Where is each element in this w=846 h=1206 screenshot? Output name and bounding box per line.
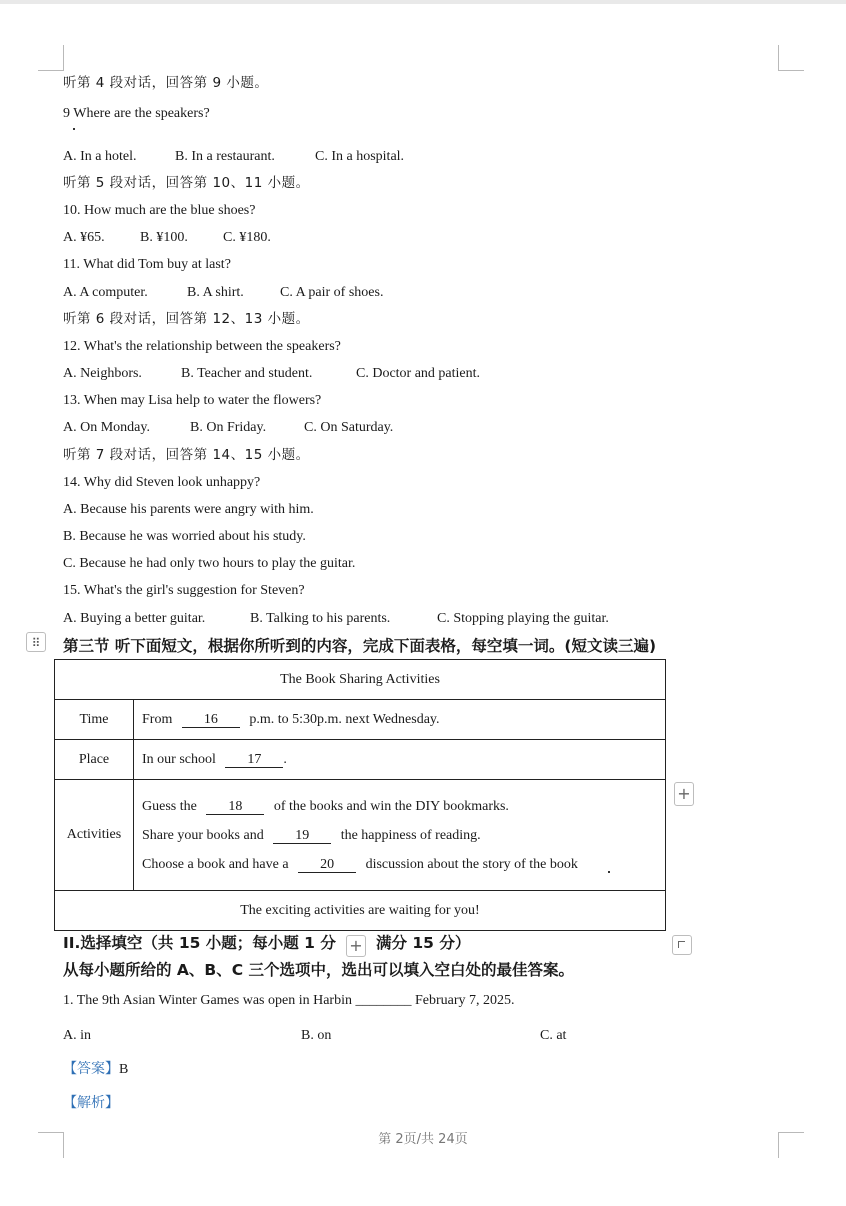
q9-option-c: C. In a hospital. [315,149,405,164]
place-label: Place [78,751,110,767]
q10-option-b: B. ¥100. [140,230,188,245]
part-ii-heading-end: 满分 15 分） [376,934,471,952]
place-label-cell [55,740,134,780]
q9-option-a: A. In a hotel. [63,149,137,164]
part-ii-heading-start: II.选择填空（共 15 小题；每小题 1 分 [63,934,336,952]
drag-handle-icon[interactable]: ⠿ [26,632,46,652]
q12-option-c: C. Doctor and patient. [356,366,481,381]
section6-instruction: 听第 6 段对话，回答第 12、13 小题。 [63,311,310,327]
activities-label: Activities [66,827,122,842]
blank-16[interactable]: 16 [182,712,240,728]
table-footer: The exciting activities are waiting for you! [240,902,480,918]
resize-table-icon[interactable] [672,935,692,955]
book-sharing-table [54,659,666,931]
q10-option-c: C. ¥180. [223,230,271,245]
crop-mark-top-right [778,45,804,71]
q10-option-a: A. ¥65. [63,230,105,245]
activity-line-3 [142,850,665,879]
q15-option-a: A. Buying a better guitar. [63,611,206,626]
q11-option-c: C. A pair of shoes. [280,285,384,300]
section7-instruction: 听第 7 段对话，回答第 14、15 小题。 [63,447,310,463]
mc-q1-option-b: B. on [301,1028,332,1043]
q12-option-b: B. Teacher and student. [181,366,313,381]
place-value-cell [134,740,666,780]
text-cursor-mark [608,871,610,873]
blank-20[interactable]: 20 [298,857,356,873]
question-15: 15. What's the girl's suggestion for Steven? [63,583,305,598]
activity2-prefix: Share your books and [142,827,264,843]
table-footer-cell [55,891,666,931]
section4-instruction: 听第 4 段对话，回答第 9 小题。 [63,75,269,91]
table-title-cell [55,660,666,700]
answer-value: B [119,1062,129,1077]
activities-value-cell [134,780,666,891]
add-row-icon[interactable]: + [346,935,366,957]
place-prefix: In our school [142,751,216,767]
section3-heading: 第三节 听下面短文，根据你所听到的内容，完成下面表格，每空填一词。(短文读三遍) [63,637,657,655]
activity1-suffix: of the books and win the DIY bookmarks. [273,798,509,814]
time-label-cell [55,700,134,740]
time-label: Time [79,711,109,727]
page-number: 第 2页/共 24页 [378,1132,468,1147]
q13-option-a: A. On Monday. [63,420,150,435]
activities-label-cell [55,780,134,891]
q13-option-c: C. On Saturday. [304,420,394,435]
activity3-suffix: discussion about the story of the book [365,856,578,872]
question-9: 9 Where are the speakers? [63,106,210,121]
mc-question-1: 1. The 9th Asian Winter Games was open in Harbin ________ February 7, 2025. [63,993,515,1008]
table-title: The Book Sharing Activities [280,671,440,687]
answer-tag: 【答案】 [63,1061,119,1077]
activity-line-1 [142,792,665,821]
q13-option-b: B. On Friday. [190,420,267,435]
place-suffix: . [283,751,287,767]
q12-option-a: A. Neighbors. [63,366,142,381]
blank-17[interactable]: 17 [225,752,283,768]
add-column-icon[interactable]: + [674,782,694,806]
q14-option-c: C. Because he had only two hours to play the guitar. [63,556,356,571]
crop-mark-top-left [38,45,64,71]
analysis-tag: 【解析】 [63,1095,119,1111]
mc-q1-option-a: A. in [63,1028,91,1043]
question-14: 14. Why did Steven look unhappy? [63,475,261,490]
text-cursor-mark [73,128,75,130]
blank-19[interactable]: 19 [273,828,331,844]
analysis-line [63,1094,119,1113]
answer-line [63,1060,128,1079]
question-10: 10. How much are the blue shoes? [63,203,256,218]
activity3-prefix: Choose a book and have a [142,856,289,872]
question-11: 11. What did Tom buy at last? [63,257,231,272]
activity1-prefix: Guess the [142,798,197,814]
top-edge-bar [0,0,846,4]
mc-q1-option-c: C. at [540,1028,567,1043]
time-suffix: p.m. to 5:30p.m. next Wednesday. [249,711,440,727]
time-prefix: From [142,711,173,727]
q15-option-b: B. Talking to his parents. [250,611,391,626]
q14-option-a: A. Because his parents were angry with him. [63,502,314,517]
q15-option-c: C. Stopping playing the guitar. [437,611,609,626]
activity-line-2 [142,821,665,850]
time-value-cell [134,700,666,740]
q11-option-a: A. A computer. [63,285,148,300]
q14-option-b: B. Because he was worried about his study. [63,529,306,544]
activity2-suffix: the happiness of reading. [340,827,481,843]
question-13: 13. When may Lisa help to water the flowers? [63,393,322,408]
question-12: 12. What's the relationship between the speakers? [63,339,341,354]
q11-option-b: B. A shirt. [187,285,244,300]
blank-18[interactable]: 18 [206,799,264,815]
section5-instruction: 听第 5 段对话，回答第 10、11 小题。 [63,175,310,191]
q9-option-b: B. In a restaurant. [175,149,275,164]
part-ii-instruction: 从每小题所给的 A、B、C 三个选项中，选出可以填入空白处的最佳答案。 [63,961,574,979]
